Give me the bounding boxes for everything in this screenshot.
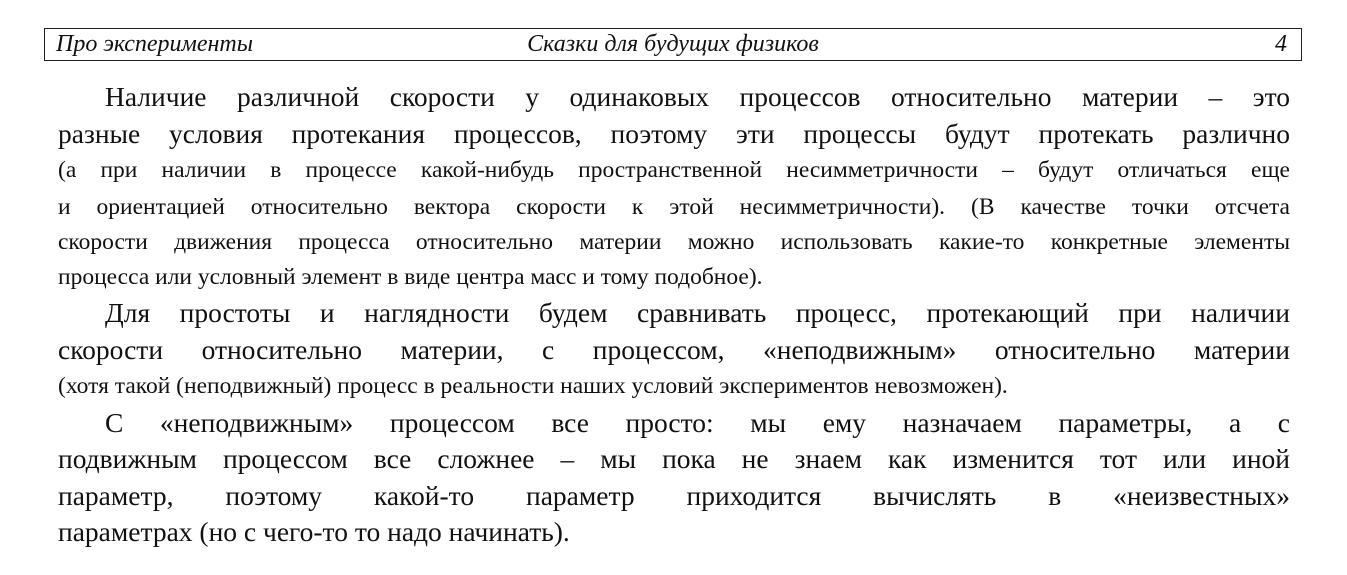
text-line: (хотя такой (неподвижный) процесс в реальности наших условий экспериментов невозможен).	[58, 373, 1008, 399]
document-body	[58, 79, 1290, 551]
paragraph-2	[58, 295, 1290, 405]
header-section-title: Про эксперименты	[56, 31, 253, 57]
text-line: Наличие различной скорости у одинаковых процессов относительно материи – это	[105, 81, 1290, 112]
text-line: процесса или условный элемент в виде центра масс и тому подобное).	[58, 264, 763, 290]
text-line: Для простоты и наглядности будем сравнивать процесс, протекающий при наличии	[105, 297, 1290, 328]
page-number: 4	[1275, 31, 1287, 57]
text-line: С «неподвижным» процессом все просто: мы ему назначаем параметры, а с	[105, 406, 1290, 438]
text-line: скорости движения процесса относительно материи можно использовать какие-то конкретные элементы	[58, 229, 1290, 255]
paragraph-3	[58, 405, 1290, 551]
text-line: параметр, поэтому какой-то параметр приходится вычислять в «неизвестных»	[58, 479, 1290, 511]
text-line: скорости относительно материи, с процессом, «неподвижным» относительно материи	[58, 333, 1290, 365]
text-line: и ориентацией относительно вектора скорости к этой несимметричности). (В качестве точки отсчета	[58, 193, 1290, 220]
header-book-title: Сказки для будущих физиков	[527, 31, 819, 57]
text-line: разные условия протекания процессов, поэтому эти процессы будут протекать различно	[58, 117, 1290, 149]
text-line: параметрах (но с чего-то то надо начинать).	[58, 516, 570, 547]
paragraph-1	[58, 79, 1290, 295]
page-header	[44, 28, 1302, 61]
text-line: подвижным процессом все сложнее – мы пока не знаем как изменится тот или иной	[58, 443, 1290, 474]
text-line: (а при наличии в процессе какой-нибудь пространственной несимметричности – будут отличаться еще	[58, 157, 1290, 183]
